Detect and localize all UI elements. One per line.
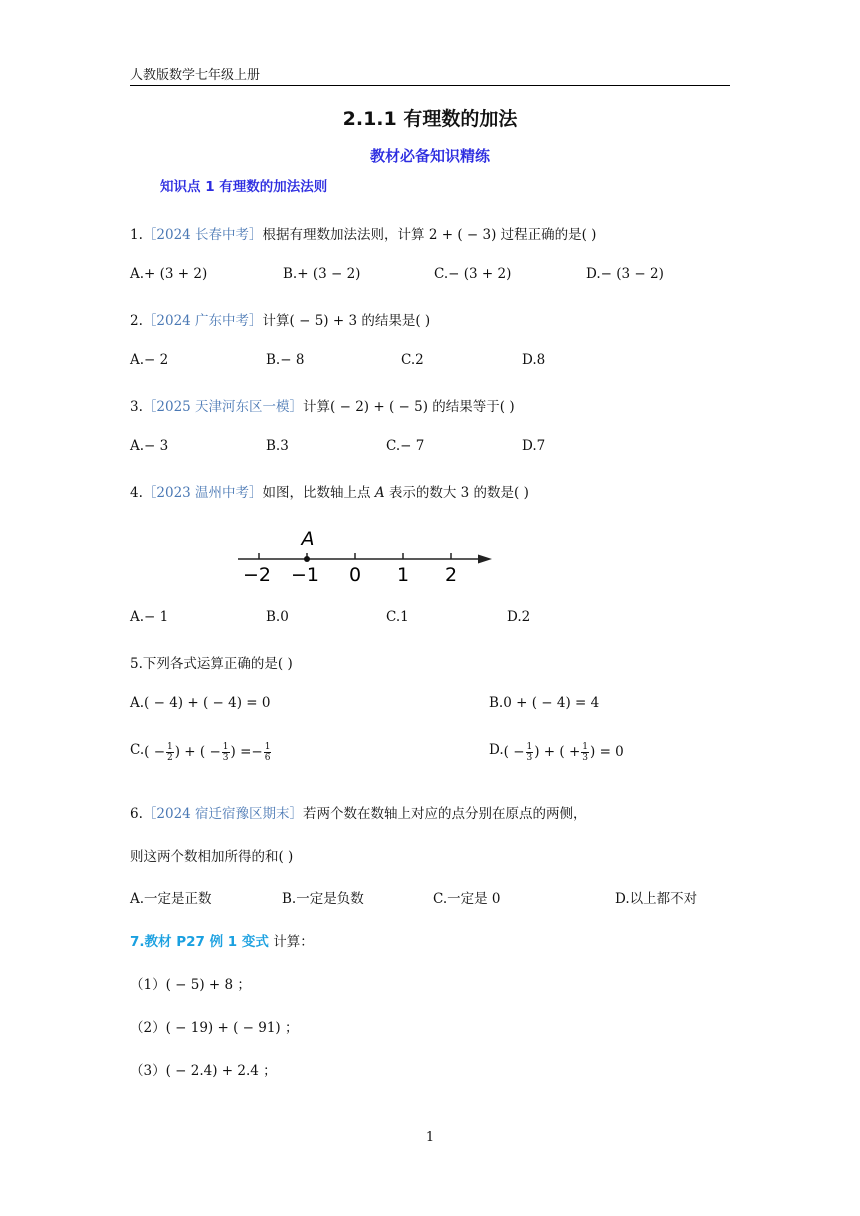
- number-line-figure: [230, 525, 500, 590]
- point-label: A: [374, 485, 385, 501]
- knowledge-point-heading: 知识点 1 有理数的加法法则: [160, 179, 328, 195]
- q4-option-a: A.− 1: [130, 609, 169, 625]
- q5-option-a: A.( − 4) + ( − 4) = 0: [130, 695, 271, 711]
- fraction: [222, 742, 230, 763]
- q2-option-d: D.8: [522, 352, 546, 368]
- q6-option-b: B.一定是负数: [282, 891, 364, 907]
- tick-label: −1: [290, 564, 320, 586]
- expr-part: ) =−: [230, 744, 263, 760]
- question-2: [130, 309, 430, 329]
- q4-option-d: D.2: [507, 609, 531, 625]
- question-number: 2.: [130, 313, 143, 329]
- question-source: ［2024 广东中考］: [142, 313, 263, 329]
- header-rule: [130, 85, 730, 86]
- question-source: ［2023 温州中考］: [142, 485, 263, 501]
- q1-option-a: A.+ (3 + 2): [130, 266, 208, 282]
- fraction: [581, 742, 589, 763]
- question-7: [130, 930, 314, 950]
- fraction: [526, 742, 534, 763]
- tick-label: 2: [444, 564, 458, 586]
- question-text: 根据有理数加法法则，计算 2 + ( − 3) 过程正确的是( ): [262, 227, 597, 243]
- q5-option-b: B.0 + ( − 4) = 4: [489, 695, 600, 711]
- q5-option-c: [130, 742, 272, 763]
- section-subtitle: 教材必备知识精练: [369, 147, 490, 165]
- question-4: [130, 481, 529, 501]
- q7-item-1: （1）( − 5) + 8 ；: [130, 977, 251, 993]
- option-prefix: D.: [489, 742, 504, 758]
- question-6: [130, 802, 587, 822]
- question-text: 若两个数在数轴上对应的点分别在原点的两侧，: [303, 806, 587, 822]
- question-source: ［2024 宿迁宿豫区期末］: [142, 806, 304, 822]
- question-number: 6.: [130, 806, 143, 822]
- fraction-denominator: 6: [264, 753, 271, 763]
- page-title: 2.1.1 有理数的加法: [342, 108, 518, 130]
- question-source: ［2024 长春中考］: [142, 227, 263, 243]
- option-prefix: C.: [130, 742, 145, 758]
- tick-label: 0: [348, 564, 362, 586]
- point-a-dot: [304, 556, 310, 562]
- q7-item-3: （3）( − 2.4) + 2.4 ；: [130, 1063, 277, 1079]
- q2-option-b: B.− 8: [266, 352, 305, 368]
- q6-option-a: A.一定是正数: [130, 891, 212, 907]
- tick-label: −2: [242, 564, 272, 586]
- question-1: [130, 223, 596, 243]
- question-3: [130, 395, 515, 415]
- expr-part: ( −: [144, 744, 166, 760]
- expr-part: ) + ( −: [174, 744, 221, 760]
- fraction-denominator: 2: [167, 753, 173, 763]
- question-source: ［2025 天津河东区一模］: [142, 399, 304, 415]
- fraction-numerator: 1: [167, 742, 173, 752]
- question-number: 1.: [130, 227, 143, 243]
- q2-option-a: A.− 2: [130, 352, 169, 368]
- fraction-numerator: 1: [582, 742, 589, 752]
- question-text: 计算( − 5) + 3 的结果是( ): [262, 313, 431, 329]
- question-6-cont: 则这两个数相加所得的和( ): [130, 849, 294, 865]
- expr-part: ) + ( +: [534, 744, 581, 760]
- fraction-denominator: 3: [222, 753, 229, 763]
- q6-option-d: D.以上都不对: [615, 891, 698, 907]
- question-number: 7.: [130, 934, 145, 950]
- fraction-numerator: 1: [222, 742, 229, 752]
- q3-option-a: A.− 3: [130, 438, 169, 454]
- fraction-denominator: 3: [526, 753, 533, 763]
- tick-label: 1: [396, 564, 410, 586]
- q5-option-d: [489, 742, 624, 763]
- q1-option-d: D.− (3 − 2): [586, 266, 664, 282]
- question-text: 计算( − 2) + ( − 5) 的结果等于( ): [303, 399, 515, 415]
- q1-option-b: B.+ (3 − 2): [283, 266, 361, 282]
- q4-option-c: C.1: [386, 609, 409, 625]
- question-number: 4.: [130, 485, 143, 501]
- fraction: [166, 742, 174, 763]
- expr-part: ( −: [503, 744, 525, 760]
- axis-arrow-icon: [478, 555, 492, 564]
- q2-option-c: C.2: [401, 352, 424, 368]
- question-number: 3.: [130, 399, 143, 415]
- point-a-label: A: [301, 528, 315, 550]
- question-5: 5.下列各式运算正确的是( ): [130, 656, 293, 672]
- question-text-cont: 表示的数大 3 的数是( ): [384, 485, 529, 501]
- q1-option-c: C.− (3 + 2): [434, 266, 512, 282]
- page-header: 人教版数学七年级上册: [130, 68, 261, 83]
- fraction-numerator: 1: [264, 742, 271, 752]
- textbook-tag: 教材 P27 例 1 变式: [144, 934, 269, 950]
- question-text: 计算：: [268, 934, 314, 950]
- q4-option-b: B.0: [266, 609, 289, 625]
- fraction-numerator: 1: [526, 742, 533, 752]
- page-number: 1: [425, 1130, 435, 1145]
- q3-option-b: B.3: [266, 438, 289, 454]
- q7-item-2: （2）( − 19) + ( − 91) ；: [130, 1020, 299, 1036]
- fraction: [264, 742, 272, 763]
- q3-option-c: C.− 7: [386, 438, 425, 454]
- question-text: 如图，比数轴上点: [262, 485, 375, 501]
- q3-option-d: D.7: [522, 438, 546, 454]
- expr-part: ) = 0: [590, 744, 624, 760]
- fraction-denominator: 3: [582, 753, 589, 763]
- q6-option-c: C.一定是 0: [433, 891, 501, 907]
